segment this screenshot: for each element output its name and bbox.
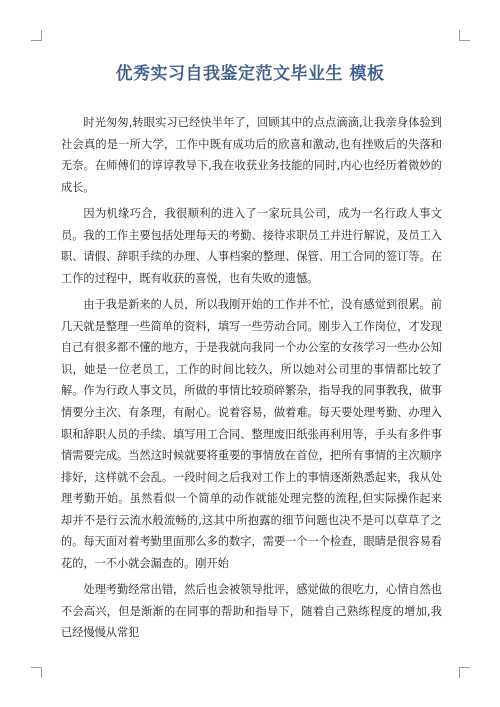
paragraph: 由于我是新来的人员，所以我刚开始的工作并不忙，没有感觉到很累。前几天就是整理一些简单的资料，填写一些劳动合同。刚步入工作岗位，才发现自己有很多都不懂的地方，于是我就向我同一个办公室的女孩学习一些办公知识，她是一位老员工，工作的时间比较久，所以她对公司里的事情都比较了解。作为行政人事文员，所做的事情比较琐碎繁杂，指导我的同事教我，做事情要分主次、有条理，有耐心。说着容易，做着难。每天要处理考勤、办理入职和辞职人员的手续、填写用工合同、整理废旧纸张再利用等，手头有多件事情需要完成。当然这时候就要将重要的事情放在首位，把所有事情的主次顺序排好，这样就不会乱。一段时间之后我对工作上的事情逐渐熟悉起来，我从处理考勤开始。虽然看似一个简单的动作就能处理完整的流程,但实际操作起来却并不是行云流水般流畅的,这其中所抱露的细节问题也决不是可以草草了之的。每天面对着考勤里面那么多的数字，需要一个一个检查，眼睛是很容易看花的，一不小就会漏查的。刚开始 [61,297,442,571]
crop-mark-bottom-right [459,667,470,678]
document-title: 优秀实习自我鉴定范文毕业生 模板 [115,64,385,84]
paragraph: 处理考勤经常出错，然后也会被领导批评，感觉做的很吃力，心情自然也不会高兴，但是渐渐的在同事的帮助和指导下，随着自己熟练程度的增加,我已经慢慢从常犯 [61,583,442,640]
paragraph: 时光匆匆,转眼实习已经快半年了，回顾其中的点点滴滴,让我亲身体验到社会真的是一所大学，工作中既有成功后的欣喜和激动,也有挫败后的失落和无奈。在师傅们的谆谆教导下,我在收获业务技能的同时,内心也经历着微妙的成长。 [61,116,442,194]
crop-mark-top-left [31,30,42,41]
crop-mark-bottom-left [31,667,42,678]
paragraph: 因为机缘巧合，我很顺利的进入了一家玩具公司，成为一名行政人事文员。我的工作主要包括处理每天的考勤、接待求职员工并进行解说，及员工入职、请假、辞职手续的办理、人事档案的整理、保管、用工合同的签订等。在工作的过程中，既有收获的喜悦，也有失败的遗憾。 [61,206,442,285]
crop-mark-top-right [459,30,470,41]
document-body [61,112,442,649]
